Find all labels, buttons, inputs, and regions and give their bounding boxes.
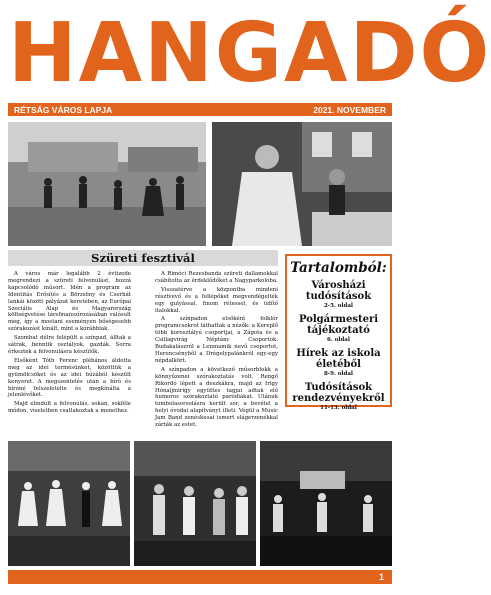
article-paragraph: Elsőként Tóth Ferenc plébános áldotta meg az idei termésünket, közöttük a gyümölcsöket és az idei búzából készült kenyeret. A megszentelés után a bíró és bíróné felszeletelte és megkínálta a jelenlévőket. (8, 357, 131, 399)
article-paragraph: Visszatérve a központba mindeni résztvevő és a fellépőket megvendégelték egy gulyással, finom rétessel, és üdítő italokkal. (155, 286, 278, 314)
masthead-bar (8, 103, 392, 116)
toc-item (287, 382, 390, 411)
photo-comedy-show (134, 441, 256, 566)
article-column-1 (8, 271, 131, 436)
page-number: 1 (378, 572, 384, 582)
contents-box (285, 254, 392, 411)
issue-date: 2021. NOVEMBER (313, 104, 386, 115)
toc-item-title: Tudósítások rendezvényekről (292, 382, 385, 404)
toc-item-pages: 2-5. oldal (323, 303, 354, 309)
photo-parade (8, 122, 206, 246)
photo-blessing (212, 122, 392, 246)
article-paragraph: Majd elindult a felvonulás, sokan, sokféle módon, viseletben csatlakoztak a menethez. (8, 401, 131, 415)
toc-item-title: Polgármesteri tájékoztató (298, 314, 379, 336)
toc-item-title: Hírek az iskola életéből (296, 348, 381, 370)
article-paragraph: A város már legalább 2 évtizede megrendezi a szüreti felvonulást, hozzá kapcsolódó műsort. Idén a program az Identitás Erősítés a Börzsöny és Cserhát lankái között pályázat keretében, az Európai Szociális Alap és Magyarország költségvetése társfinanszírozásában valósult meg, így a mostani eseményen bőségesebb szórakozást kínált, mint a korábbiak. (8, 271, 131, 333)
toc-item-title: Városházi tudósítások (305, 280, 372, 302)
page-footer (8, 570, 392, 584)
article-paragraph: A Rimóci Rezesbanda szüreti dallamokkal csábította az érdeklődőket a Nagyparkolóba. (155, 271, 278, 284)
photo-band-concert (260, 441, 392, 566)
toc-item-pages: 11-13. oldal (320, 405, 357, 411)
article-paragraph: A színpadon elsőként folklór programcsokrot láthattak a nézők: a Kereplő több korosztályú csoportjai, a Zágota és a Csillagvirág Néptánc Csoportok. Budakalászról a Lenmamik nevű csoportot, Herencsényből a Drégelypalánkról egy-egy népdalkört. (155, 316, 278, 364)
toc-item (287, 280, 390, 309)
article-paragraph: A színpadon a következő műsorblokk a könnyűzenei szórakoztatás volt. Rengő Rikordó lépett a deszkákra, majd az Irigy Hónaljmirigy együttes tagjai adtak elő humoros szórakoztató paródiákat. Utánuk tombolasorsolásra került sor, a bevétel a helyi óvodai alapítványt illeti. Végül a Music Jam Band zenéskusai ismert slágerzenékkal zárták az estet. (155, 366, 278, 429)
toc-item (287, 348, 390, 377)
masthead-subtitle: RÉTSÁG VÁROS LAPJA (14, 104, 113, 115)
toc-item-pages: 6. oldal (327, 337, 350, 343)
article-column-2 (155, 271, 278, 436)
toc-item-pages: 8-9. oldal (323, 371, 354, 377)
toc-item (287, 314, 390, 343)
article-paragraph: Szombat délre felépült a színpad, álltak a sátrak, benntik osztályok, gazdák. Sorra érkeztek a felvonulásra készülők. (8, 335, 131, 355)
article-headline: Szüreti fesztivál (8, 250, 278, 266)
masthead-title: HANGADÓ (8, 6, 491, 101)
photo-folk-dancers (8, 441, 130, 566)
contents-heading: Tartalomból: (290, 260, 387, 276)
